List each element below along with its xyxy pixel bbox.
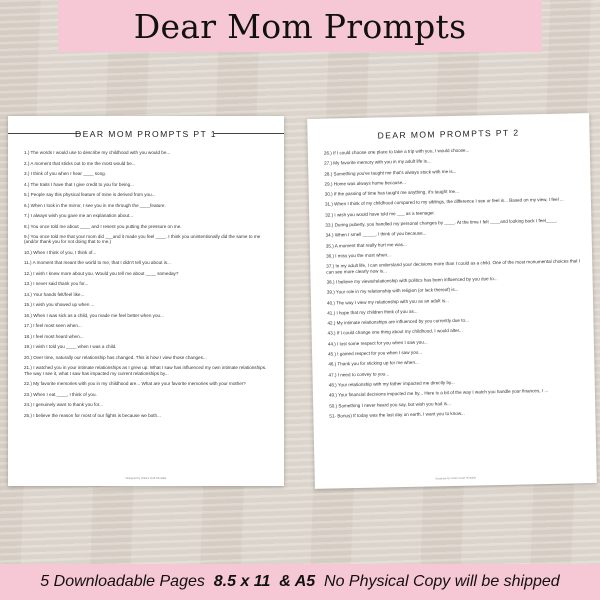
prompt-item: 8.) You once told me about ____ and I resent you putting the pressure on me. [24,223,182,229]
prompt-item: 51- Bonus) If today was the last day on earth, I want you to know... [329,410,465,419]
prompt-item: 24.) I genuinely want to thank you for... [24,402,103,408]
prompt-item: 4.) The traits I have that I give credit to you for being... [24,181,134,187]
prompt-item: 22.) My favorite memories with you in my childhood are... What are your favorite memories with your mother? [24,381,246,387]
prompt-item: 10.) When I think of you, I think of... [24,249,97,255]
prompt-item: 14.) Your hands felt/feel like... [24,291,85,297]
prompt-item: 31.) When I think of my childhood compared to my siblings, the difference I see or feel is... Based on my view, I feel ... [324,197,564,208]
prompt-item: 11.) A moment that meant the world to me, that I didn't tell you about is... [24,260,171,266]
prompt-item: 37.) In my adult life, I can understand your decisions more than I could as a child. One of the most monumental choices that I can see more clearly now is... [326,258,581,275]
sizes-text: 8.5 x 11 & A5 [213,573,316,590]
prompt-item: 50.) Something I never heard you say, but wish you had is... [329,400,451,409]
page-1-footer: Designed by Violet's Craft Printable [125,477,167,480]
prompt-item: 12.) I wish I knew more about you. Would you tell me about ____ someday? [24,270,179,276]
prompt-item: 25.) I believe the reason for most of our fights is because we both... [24,412,161,418]
prompt-item: 28.) Something you've taught me that's always stuck with me is... [324,168,457,177]
prompt-item: 15.) I wish you showed up when ... [24,302,95,308]
prompt-list-2 [324,145,586,423]
prompt-item: 39.) Your role in my relationship with religion (or lack thereof) is... [326,287,459,295]
prompt-item: 38.) I believe my views/relationship with politics has been influenced by you due to... [326,276,498,285]
prompt-item: 17.) I feel most seen when... [24,323,82,329]
prompt-item: 29.) Home was always home because... [324,179,407,187]
prompt-item: 43.) If I could change one thing about my childhood, I would alter... [327,328,463,337]
prompt-page-1 [8,116,284,486]
page-2-title: DEAR MOM PROMPTS PT 2 [377,127,520,141]
prompt-item: 49.) Your financial decisions impacted me by... Here is a bit of the way I watch you handle your finances, I ... [328,388,549,398]
prompt-item: 5.) People say this physical feature of mine is derived from you... [24,192,156,197]
prompt-item: 23.) When I eat ____, I think of you. [24,391,97,397]
prompt-item: 13.) I never said thank you for... [24,281,89,287]
prompt-item: 42.) My intimate relationships are influenced by you currently due to... [327,317,469,326]
prompt-page-2 [307,113,597,489]
prompt-item: 1.) The words I would use to describe my childhood with you would be... [24,150,171,155]
prompt-item: 40.) The way I view my relationship with you as an adult is... [326,297,450,306]
prompt-item: 21.) I watched you in your intimate relationships as I grew up. What I saw has influenced my own intimate relationships. The way I see it, what I saw has impacted my current relationships by... [24,365,267,376]
prompt-item: 19.) I wish I told you ____ when I was a child. [24,344,117,350]
prompt-item: 45.) I gained respect for you when I saw you... [328,349,423,357]
prompt-item: 9.) You once told me that your mom did ___and it made you feel ____. I think you unintentionally did the same to me (and/or thank you for not doing that to me.) [24,234,261,245]
prompt-item: 2.) A moment that sticks out to me the most would be... [24,160,136,166]
prompt-item: 16.) When I was sick as a child, you made me feel better when you... [24,312,164,318]
prompt-item: 3.) I think of you when I hear ____ song. [24,171,106,176]
prompt-item: 46.) Thank you for sticking up for me when... [328,360,419,367]
prompt-item: 26.) If I could choose one place to take a trip with you, I would choose... [323,147,470,156]
prompt-list-1 [24,150,274,423]
page-title: Dear Mom Prompts [133,6,467,46]
page-1-title: DEAR MOM PROMPTS PT 1 [75,129,217,139]
prompt-item: 20.) Over time, naturally our relationship has changed. This is how I view those changes... [24,354,207,360]
footer-band [0,564,600,600]
prompt-item: 7.) I always wish you gave me an explanation about... [24,213,134,218]
prompt-item: 48.) Your relationship with my father impacted me directly by... [328,379,455,388]
prompt-item: 30.) If the passing of time has taught me anything, it's taught me... [324,189,459,197]
prompt-item: 32.) I wish you would have told me ___ as a teenager. [325,210,436,218]
prompt-item: 41.) I hope that my children think of you as... [327,308,418,316]
title-banner [58,0,542,52]
shipping-note: No Physical Copy will be shipped [315,573,560,590]
prompt-item: 36.) I miss you the most when... [325,252,391,259]
prompt-item: 47.) I need to convey to you... [328,370,390,378]
prompt-item: 33.) During puberty, you handled my personal changes by ____. At the time I felt ____and looking back I feel____. [325,217,558,228]
prompt-item: 27.) My favorite memory with you in my adult life is... [324,158,431,166]
prompt-item: 6.) When I look in the mirror, I see you in me through the ____feature. [24,202,166,208]
prompt-item: 35.) A moment that really hurt me was... [325,241,407,249]
prompt-item: 44.) I lost some respect for you when I saw you... [327,339,428,347]
prompt-item: 34.) When I smell _____, I think of you because... [325,230,427,239]
prompt-item: 18.) I feel most heard when... [24,333,84,339]
page-2-footer: Designed by Violet's Craft Printable [435,476,477,481]
pages-count-text: 5 Downloadable Pages [40,573,214,590]
